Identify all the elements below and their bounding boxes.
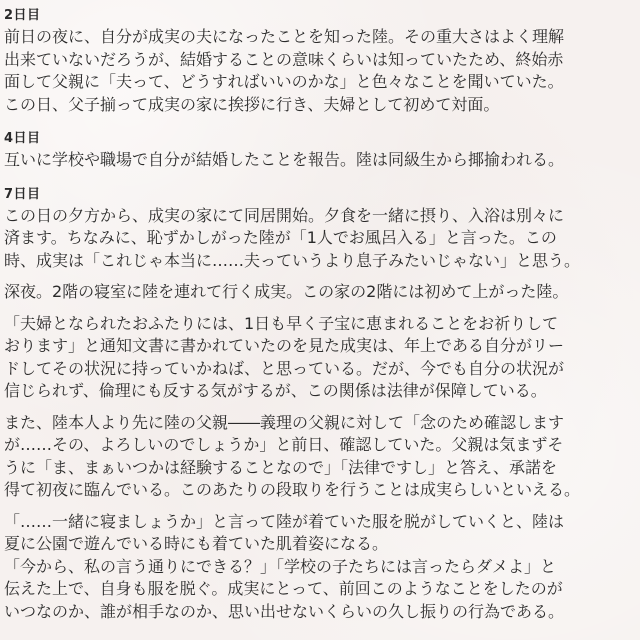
text-line: うに「ま、まぁいつかは経験することなので」「法律ですし」と答え、承諾を bbox=[4, 457, 557, 477]
text-line: また、陸本人より先に陸の父親――義理の父親に対して「念のため確認します bbox=[4, 412, 565, 432]
section-title: 7日目 bbox=[4, 186, 41, 202]
paragraph bbox=[4, 149, 638, 172]
text-line: 得て初夜に臨んでいる。このあたりの段取りを行うことは成実らしいといえる。 bbox=[4, 480, 581, 499]
text-line: ドしてその状況に持っていかねば、と思っている。だが、今でも自分の状況が bbox=[4, 358, 565, 378]
text-line: 夏に公園で遊んでいる時にも着ていた肌着姿になる。 bbox=[4, 534, 389, 553]
section-title: 4日目 bbox=[4, 131, 41, 146]
text-line: 面して父親に「夫って、どうすればいいのかな」と色々なことを聞いていた。 bbox=[4, 72, 564, 91]
text-line: 出来ていないだろうが、結婚することの意味くらいは知っていたため、終始赤 bbox=[4, 49, 564, 69]
text-line: 深夜。2階の寝室に陸を連れて行く成実。この家の2階には初めて上がった陸。 bbox=[4, 282, 569, 301]
paragraph bbox=[4, 412, 638, 502]
text-line: いつなのか、誰が相手なのか、思い出せないくらいの久し振りの行為である。 bbox=[4, 601, 565, 621]
section-title: 2日目 bbox=[4, 8, 41, 23]
text-line: 済ます。ちなみに、恥ずかしがった陸が「1人でお風呂入る」と言った。この bbox=[4, 228, 557, 247]
text-line: 「夫婦となられたおふたりには、1日も早く子宝に恵まれることをお祈りして bbox=[4, 313, 559, 333]
text-line: 信じられず、倫理にも反する気がするが、この関係は法律が保障している。 bbox=[4, 381, 547, 400]
text-line: この日、父子揃って成実の家に挨拶に行き、夫婦として初めて対面。 bbox=[4, 94, 500, 114]
text-line: この日の夕方から、成実の家にて同居開始。夕食を一緒に摂り、入浴は別々に bbox=[4, 205, 565, 225]
section-day2 bbox=[4, 6, 638, 116]
paragraph bbox=[4, 313, 638, 403]
text-line: 時、成実は「これじゃ本当に……夫っていうより息子みたいじゃない」と思う。 bbox=[4, 250, 581, 270]
section-day7 bbox=[4, 185, 638, 624]
section-day4 bbox=[4, 129, 638, 172]
paragraph bbox=[4, 205, 638, 273]
text-line: 「今から、私の言う通りにできる？」「学校の子たちには言ったらダメよ」と bbox=[4, 556, 557, 576]
paragraph bbox=[4, 26, 638, 116]
document-page bbox=[4, 6, 638, 634]
text-line: 互いに学校や職場で自分が結婚したことを報告。陸は同級生から揶揄われる。 bbox=[4, 150, 565, 169]
text-line: 前日の夜に、自分が成実の夫になったことを知った陸。その重大さはよく理解 bbox=[4, 27, 565, 46]
text-line: 伝えた上で、自身も服を脱ぐ。成実にとって、前回このようなことをしたのが bbox=[4, 579, 563, 598]
text-line: が……その、よろしいのでしょうか」と前日、確認していた。父親は気まずそ bbox=[4, 435, 564, 454]
text-line: 「……一緒に寝ましょうか」と言って陸が着ていた服を脱がしていくと、陸は bbox=[4, 511, 565, 531]
text-line: おります」と通知文書に書かれていたのを見た成実は、年上である自分がリー bbox=[4, 336, 565, 355]
paragraph bbox=[4, 281, 638, 304]
paragraph bbox=[4, 511, 638, 624]
